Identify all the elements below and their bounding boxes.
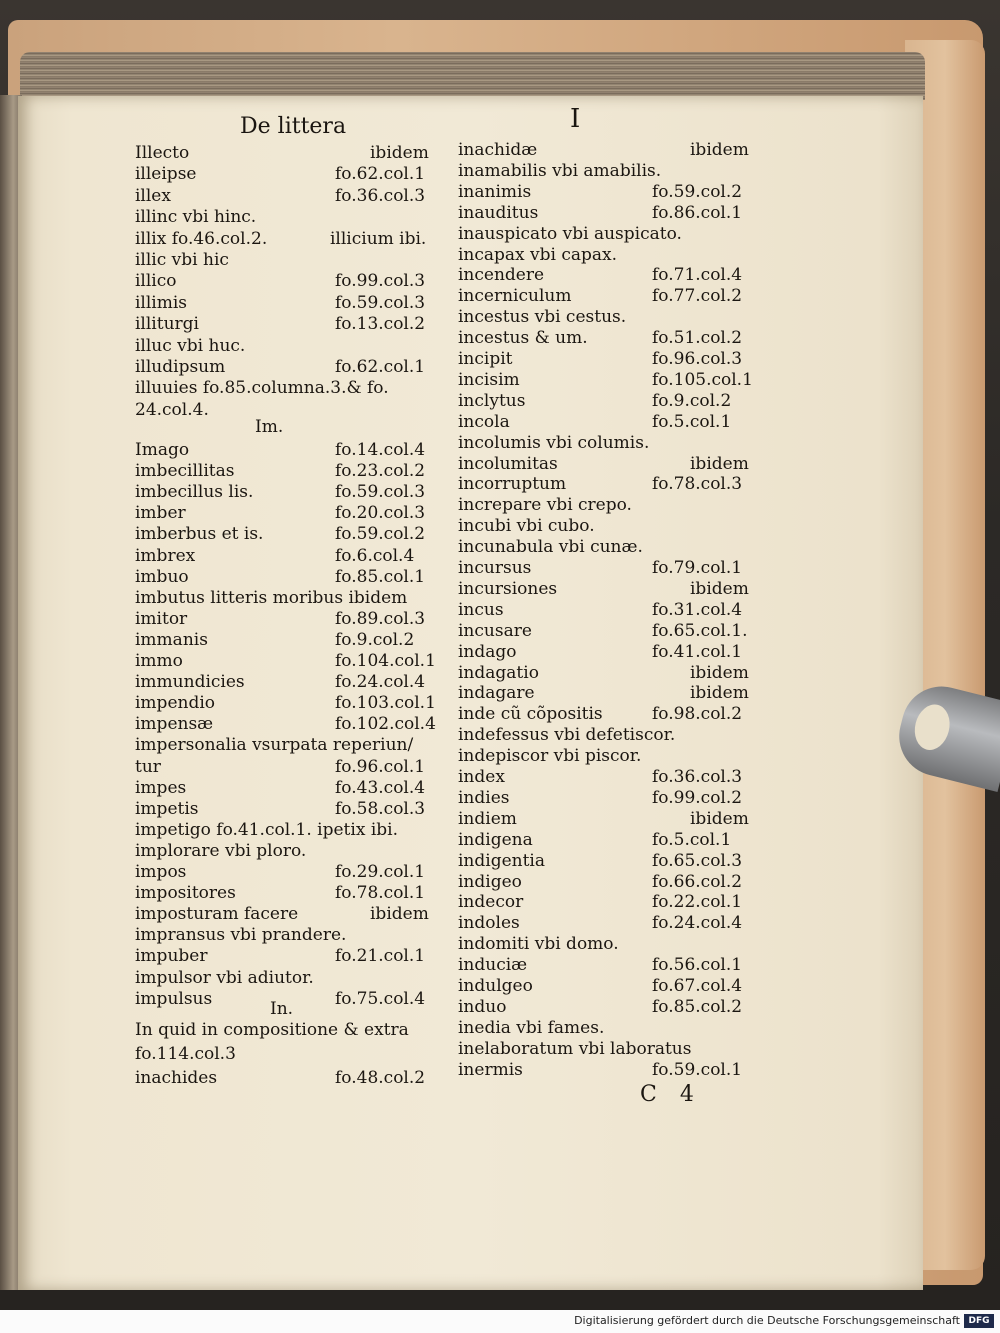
left-entry-reference: fo.24.col.4 — [335, 672, 426, 693]
left-entry — [135, 799, 445, 819]
left-entry-reference: fo.99.col.3 — [335, 271, 426, 292]
right-entry-reference: fo.65.col.3 — [652, 850, 743, 871]
right-entry-reference: fo.105.col.1 — [652, 369, 753, 390]
right-entry-term: incestus & um. — [458, 328, 588, 349]
right-entry — [458, 955, 763, 975]
left-entry-term: illuc vbi huc. — [135, 335, 246, 356]
right-entry-term: indulgeo — [458, 976, 533, 996]
left-entry — [135, 546, 445, 566]
left-entry-term: illiturgi — [135, 314, 199, 335]
left-entry-reference: fo.78.col.1 — [335, 883, 426, 904]
right-entry-term: indigentia — [458, 850, 546, 871]
right-entry — [458, 976, 763, 996]
right-entry-reference: fo.56.col.1 — [652, 955, 743, 976]
right-entry-term: incolumis vbi columis. — [458, 432, 650, 453]
right-entry-reference: fo.51.col.2 — [652, 328, 743, 349]
right-entry — [458, 370, 763, 390]
left-entry — [135, 630, 445, 650]
left-entry-term: impransus vbi prandere. — [135, 925, 347, 946]
left-entry — [135, 651, 445, 671]
left-entry-term: imber — [135, 503, 186, 524]
left-entry — [135, 461, 445, 481]
left-entry-term: illeipse — [135, 164, 197, 185]
right-entry-term: incursiones — [458, 578, 558, 599]
left-entry — [135, 357, 445, 377]
footer-bar — [0, 1310, 1000, 1333]
right-entry-term: indoles — [458, 913, 520, 934]
left-entry — [135, 968, 445, 988]
left-entry — [135, 1044, 445, 1064]
left-entry-reference: fo.13.col.2 — [335, 314, 426, 335]
right-entry — [458, 474, 763, 494]
left-entry-reference: fo.103.col.1 — [335, 693, 436, 714]
right-entry-reference: fo.96.col.3 — [652, 349, 743, 369]
right-entry-reference: fo.22.col.1 — [652, 892, 743, 913]
left-entry-term: fo.114.col.3 — [135, 1044, 236, 1064]
left-entry — [135, 714, 445, 734]
left-entry — [135, 925, 445, 945]
left-entry-reference: fo.102.col.4 — [335, 714, 436, 735]
left-entry — [135, 186, 445, 206]
right-entry-term: inanimis — [458, 181, 532, 202]
left-entry-term: In quid in compositione & extra — [135, 1020, 409, 1040]
right-entry — [458, 265, 763, 285]
right-entry — [458, 934, 763, 954]
left-entry-term: impensæ — [135, 714, 214, 735]
right-entry — [458, 349, 763, 369]
left-entry — [135, 672, 445, 692]
right-entry-term: incestus vbi cestus. — [458, 307, 627, 328]
left-entry-term: illuuies fo.85.columna.3.& fo. — [135, 378, 389, 399]
left-entry-reference: fo.6.col.4 — [335, 545, 415, 566]
left-entry — [135, 735, 445, 755]
right-entry — [458, 725, 763, 745]
right-entry-reference: fo.24.col.4 — [652, 913, 743, 934]
right-entry-reference: ibidem — [690, 683, 749, 704]
right-entry-term: incusare — [458, 620, 532, 641]
left-entry-term: imbecillus lis. — [135, 482, 254, 503]
right-entry — [458, 997, 763, 1017]
left-entry — [135, 567, 445, 587]
right-entry — [458, 663, 763, 683]
right-entry-term: inelaboratum vbi laboratus — [458, 1038, 692, 1059]
left-entry-term: illinc vbi hinc. — [135, 207, 257, 228]
left-entry — [135, 336, 445, 356]
right-entry-term: indago — [458, 641, 517, 662]
right-entry — [458, 245, 763, 265]
right-entry-term: index — [458, 767, 505, 787]
right-entry-term: inauspicato vbi auspicato. — [458, 223, 682, 244]
right-entry — [458, 391, 763, 411]
left-entry-term: imbecillitas — [135, 461, 235, 482]
right-entry — [458, 182, 763, 202]
right-entry — [458, 642, 763, 662]
left-entry-reference: fo.96.col.1 — [335, 756, 426, 777]
right-entry-term: indagare — [458, 683, 535, 704]
left-entry — [135, 757, 445, 777]
right-entry-reference: fo.65.col.1. — [652, 620, 748, 641]
right-entry-term: incunabula vbi cunæ. — [458, 537, 643, 558]
right-entry — [458, 307, 763, 327]
left-entry-reference: fo.23.col.2 — [335, 461, 426, 482]
left-entry — [135, 946, 445, 966]
left-entry — [135, 293, 445, 313]
right-entry-reference: fo.67.col.4 — [652, 976, 743, 996]
right-entry — [458, 140, 763, 160]
right-entry-term: incapax vbi capax. — [458, 244, 618, 265]
left-entry-reference: fo.104.col.1 — [335, 651, 436, 671]
left-entry-term: illix fo.46.col.2. — [135, 228, 268, 249]
right-entry-term: indigena — [458, 829, 533, 850]
left-entry-term: Illecto — [135, 143, 190, 163]
section-letter: I — [570, 104, 581, 134]
right-entry-reference: fo.79.col.1 — [652, 558, 743, 578]
right-entry-term: incisim — [458, 369, 520, 390]
right-entry-term: incolumitas — [458, 453, 558, 474]
right-entry-term: incerniculum — [458, 286, 572, 307]
left-entry — [135, 503, 445, 523]
left-entry-reference: fo.59.col.3 — [335, 292, 426, 313]
left-entry — [135, 250, 445, 270]
right-entry-reference: fo.85.col.2 — [652, 996, 743, 1017]
right-entry — [458, 704, 763, 724]
left-entry — [135, 482, 445, 502]
right-entry-reference: fo.77.col.2 — [652, 286, 743, 307]
right-entry — [458, 495, 763, 515]
left-entry — [135, 841, 445, 861]
left-entry-term: tur — [135, 756, 161, 777]
right-entry-reference: fo.78.col.3 — [652, 474, 743, 495]
right-entry — [458, 1018, 763, 1038]
left-entry — [135, 862, 445, 882]
right-entry — [458, 286, 763, 306]
left-entry-reference: ibidem — [370, 904, 429, 925]
left-entry-reference: fo.59.col.3 — [335, 482, 426, 503]
right-entry-reference: ibidem — [690, 578, 749, 599]
right-entry-term: indomiti vbi domo. — [458, 934, 619, 955]
left-entry-term: imposturam facere — [135, 904, 299, 925]
left-entry-term: imbrex — [135, 545, 196, 566]
right-entry-term: incipit — [458, 349, 513, 369]
left-entry-term: impuber — [135, 946, 208, 967]
left-entry-reference: fo.62.col.1 — [335, 164, 426, 185]
right-entry-reference: fo.86.col.1 — [652, 202, 743, 223]
left-entry-term: illudipsum — [135, 357, 226, 377]
right-entry — [458, 913, 763, 933]
left-entry-term: impetigo fo.41.col.1. ipetix ibi. — [135, 819, 398, 840]
left-entry — [135, 271, 445, 291]
left-entry — [135, 378, 445, 398]
right-entry-term: inamabilis vbi amabilis. — [458, 160, 662, 181]
right-entry-reference: fo.31.col.4 — [652, 599, 743, 620]
right-entry-term: inachidæ — [458, 140, 538, 160]
right-entry-reference: fo.5.col.1 — [652, 829, 732, 850]
left-entry-term: immundicies — [135, 672, 245, 693]
right-entry-reference: fo.36.col.3 — [652, 767, 743, 787]
left-entry — [135, 820, 445, 840]
left-entry-reference: fo.29.col.1 — [335, 862, 426, 882]
left-entry-term: illimis — [135, 292, 188, 313]
right-entry-term: incorruptum — [458, 474, 567, 495]
right-entry — [458, 558, 763, 578]
right-entry — [458, 328, 763, 348]
left-entry-term: immanis — [135, 629, 208, 650]
left-entry-term: impetis — [135, 798, 199, 819]
right-entry-reference: ibidem — [690, 140, 749, 160]
left-entry — [135, 778, 445, 798]
right-entry-reference: ibidem — [690, 662, 749, 683]
left-entry-term: impersonalia vsurpata reperiun/ — [135, 735, 414, 756]
left-entry — [135, 400, 445, 420]
footer-credit: Digitalisierung gefördert durch die Deutsche Forschungsgemeinschaft — [574, 1314, 960, 1327]
right-entry-term: incursus — [458, 558, 532, 578]
left-entry — [135, 143, 445, 163]
right-entry-term: inde cũ cõpositis — [458, 704, 603, 725]
right-entry-term: indepiscor vbi piscor. — [458, 746, 642, 767]
left-entry-term: impulsor vbi adiutor. — [135, 967, 314, 988]
left-entry-term: immo — [135, 651, 183, 671]
left-entry-term: illex — [135, 185, 171, 206]
right-entry-term: indefessus vbi defetiscor. — [458, 725, 676, 746]
right-entry-reference: ibidem — [690, 453, 749, 474]
left-entry-term: inachides — [135, 1068, 218, 1088]
left-entry-reference: illicium ibi. — [330, 228, 427, 249]
left-entry — [135, 609, 445, 629]
right-entry-reference: fo.66.col.2 — [652, 871, 743, 892]
right-entry — [458, 516, 763, 536]
signature-mark: C 4 — [640, 1082, 702, 1107]
left-entry — [135, 524, 445, 544]
right-entry-term: indiem — [458, 808, 517, 829]
right-entry-term: incubi vbi cubo. — [458, 516, 595, 537]
right-entry-term: indecor — [458, 892, 524, 913]
left-entry-reference: fo.20.col.3 — [335, 503, 426, 524]
right-entry — [458, 224, 763, 244]
left-entry-term: implorare vbi ploro. — [135, 840, 307, 861]
right-entry-reference: fo.5.col.1 — [652, 411, 732, 432]
right-entry — [458, 746, 763, 766]
right-entry — [458, 809, 763, 829]
right-entry-reference: fo.41.col.1 — [652, 641, 743, 662]
right-entry — [458, 600, 763, 620]
running-head: De littera — [240, 114, 347, 139]
left-entry-reference: fo.14.col.4 — [335, 440, 426, 460]
right-entry — [458, 872, 763, 892]
left-entry-reference: fo.36.col.3 — [335, 185, 426, 206]
right-entry — [458, 851, 763, 871]
left-entry — [135, 229, 445, 249]
right-entry-term: induciæ — [458, 955, 528, 976]
right-entry — [458, 830, 763, 850]
left-entry — [135, 314, 445, 334]
right-entry — [458, 1039, 763, 1059]
left-entry-reference: fo.43.col.4 — [335, 777, 426, 798]
left-entry-reference: fo.9.col.2 — [335, 629, 415, 650]
right-entry-reference: fo.99.col.2 — [652, 787, 743, 808]
right-entry — [458, 454, 763, 474]
left-entry — [135, 693, 445, 713]
right-entry-term: indies — [458, 787, 510, 808]
left-entry-term: illic vbi hic — [135, 250, 229, 270]
left-entry-term: impulsus — [135, 988, 213, 1009]
right-entry-term: increpare vbi crepo. — [458, 495, 632, 516]
right-entry — [458, 1060, 763, 1080]
right-entry-term: incola — [458, 411, 510, 432]
left-entry — [135, 207, 445, 227]
left-entry-reference: fo.21.col.1 — [335, 946, 426, 967]
right-entry-term: incus — [458, 599, 504, 620]
right-entry-reference: fo.71.col.4 — [652, 265, 743, 286]
right-entry — [458, 892, 763, 912]
page-edges — [20, 52, 925, 100]
left-entry-term: impositores — [135, 883, 236, 904]
right-entry — [458, 621, 763, 641]
right-entry-term: inermis — [458, 1059, 523, 1080]
left-entry — [135, 164, 445, 184]
right-entry-reference: ibidem — [690, 808, 749, 829]
left-entry — [135, 883, 445, 903]
section-heading-in: In. — [270, 999, 294, 1019]
right-entry-reference: fo.98.col.2 — [652, 704, 743, 725]
right-entry — [458, 788, 763, 808]
right-entry-term: indagatio — [458, 662, 539, 683]
left-entry-reference: fo.59.col.2 — [335, 524, 426, 545]
left-entry-reference: fo.85.col.1 — [335, 566, 426, 587]
left-entry-term: Imago — [135, 440, 190, 460]
left-entry — [135, 440, 445, 460]
section-heading-im: Im. — [255, 417, 284, 437]
left-entry-term: illico — [135, 271, 177, 292]
left-entry — [135, 1068, 445, 1088]
left-entry-term: imberbus et is. — [135, 524, 264, 545]
right-entry — [458, 579, 763, 599]
left-entry-term: imitor — [135, 608, 188, 629]
right-entry — [458, 433, 763, 453]
right-entry-term: induo — [458, 996, 507, 1017]
right-entry-term: indigeo — [458, 871, 522, 892]
right-entry-reference: fo.59.col.1 — [652, 1059, 743, 1080]
left-entry — [135, 904, 445, 924]
left-entry-reference: fo.48.col.2 — [335, 1068, 426, 1088]
left-entry-term: 24.col.4. — [135, 399, 209, 420]
right-entry — [458, 537, 763, 557]
right-entry-reference: fo.9.col.2 — [652, 390, 732, 411]
left-entry-term: imbuo — [135, 566, 189, 587]
right-entry — [458, 203, 763, 223]
right-entry — [458, 412, 763, 432]
left-entry-reference: fo.58.col.3 — [335, 798, 426, 819]
right-entry — [458, 683, 763, 703]
dfg-logo: DFG — [964, 1314, 994, 1328]
right-entry — [458, 767, 763, 787]
left-entry-term: impendio — [135, 693, 216, 714]
left-entry-reference: fo.89.col.3 — [335, 608, 426, 629]
left-entry-term: impos — [135, 862, 187, 882]
left-entry-term: impes — [135, 777, 187, 798]
right-entry-term: inauditus — [458, 202, 539, 223]
left-entry-term: imbutus litteris moribus ibidem — [135, 587, 408, 608]
left-entry-reference: ibidem — [370, 143, 429, 163]
left-entry — [135, 588, 445, 608]
right-entry — [458, 161, 763, 181]
left-entry-reference: fo.75.col.4 — [335, 988, 426, 1009]
right-entry-term: inclytus — [458, 390, 526, 411]
left-entry — [135, 1020, 445, 1040]
left-entry-reference: fo.62.col.1 — [335, 357, 426, 377]
right-entry-term: inedia vbi fames. — [458, 1017, 605, 1038]
right-entry-reference: fo.59.col.2 — [652, 181, 743, 202]
right-entry-term: incendere — [458, 265, 545, 286]
